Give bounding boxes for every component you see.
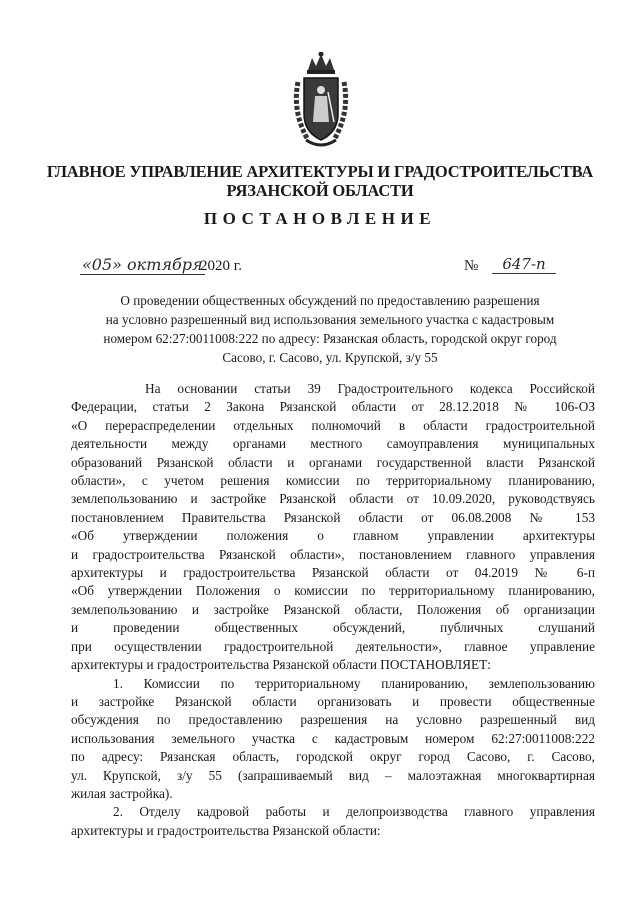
subject-line: на условно разрешенный вид использования земельного участка с кадастровым bbox=[105, 312, 555, 327]
body-line: и проведении общественных обсуждений, публичных слушаний bbox=[71, 620, 595, 636]
body-line: по адресу: Рязанская область, городской округ город Сасово, г. Сасово, bbox=[71, 749, 595, 765]
document-body bbox=[71, 380, 595, 840]
handwritten-number: 647-п bbox=[492, 255, 556, 274]
body-line: землепользованию и застройке Рязанской области от 10.09.2020, руководствуясь bbox=[71, 491, 595, 507]
body-line: Федерации, статьи 2 Закона Рязанской области от 28.12.2018 № 106-ОЗ bbox=[71, 399, 595, 415]
body-line: образований Рязанской области и органами государственной власти Рязанской bbox=[71, 454, 595, 470]
body-line: деятельности между органами местного самоуправления муниципальных bbox=[71, 436, 595, 452]
subject-line: Сасово, г. Сасово, ул. Крупской, з/у 55 bbox=[222, 350, 438, 365]
handwritten-date: «05» октября bbox=[82, 255, 203, 274]
document-subject bbox=[70, 291, 590, 367]
organization-region: РЯЗАНСКОЙ ОБЛАСТИ bbox=[226, 181, 414, 200]
body-line: «Об утверждении положения о главном управлении архитектуры bbox=[71, 528, 595, 544]
body-line: и градостроительства Рязанской области», постановлением главного управления bbox=[71, 546, 595, 562]
body-line: архитектуры и градостроительства Рязанской области: bbox=[71, 822, 381, 838]
body-line: На основании статьи 39 Градостроительного кодекса Российской bbox=[145, 381, 595, 396]
body-line: обсуждения по предоставлению разрешения на условно разрешенный вид bbox=[71, 712, 595, 728]
body-line: землепользованию и застройке Рязанской области, Положения об организации bbox=[71, 601, 595, 617]
document-type-title: ПОСТАНОВЛЕНИЕ bbox=[203, 209, 437, 228]
body-line: ул. Крупской, з/у 55 (запрашиваемый вид – малоэтажная многоквартирная bbox=[71, 767, 595, 783]
subject-line: О проведении общественных обсуждений по предоставлению разрешения bbox=[120, 293, 540, 308]
body-line: при осуществлении градостроительной деятельности», главное управление bbox=[71, 638, 595, 654]
body-line: архитектуры и градостроительства Рязанской области ПОСТАНОВЛЯЕТ: bbox=[71, 657, 491, 673]
coat-of-arms-icon bbox=[290, 52, 352, 152]
body-line: области», с учетом решения комиссии по территориальному планированию, bbox=[71, 473, 595, 489]
body-line: «Об утверждении Положения о комиссии по территориальному планированию, bbox=[71, 583, 595, 599]
body-line: 2. Отделу кадровой работы и делопроизводства главного управления bbox=[113, 804, 595, 820]
body-line: постановлением Правительства Рязанской области от 06.08.2008 № 153 bbox=[71, 509, 595, 525]
number-label: № bbox=[464, 258, 479, 274]
body-line: 1. Комиссии по территориальному планированию, землепользованию bbox=[113, 675, 595, 691]
subject-line: номером 62:27:0011008:222 по адресу: Рязанская область, городской округ город bbox=[103, 331, 557, 346]
body-line: архитектуры и градостроительства Рязанской области от 04.2019 № 6-п bbox=[71, 565, 595, 581]
body-line: жилая застройка). bbox=[71, 785, 173, 801]
body-line: «О перераспределении отдельных полномочий в области градостроительной bbox=[71, 417, 595, 433]
organization-name: ГЛАВНОЕ УПРАВЛЕНИЕ АРХИТЕКТУРЫ И ГРАДОСТРОИТЕЛЬСТВА bbox=[46, 162, 594, 181]
date-year: 2020 г. bbox=[200, 258, 242, 274]
body-line: использования земельного участка с кадастровым номером 62:27:0011008:222 bbox=[71, 730, 595, 746]
date-number-row bbox=[80, 255, 600, 282]
body-line: и застройке Рязанской области организовать и провести общественные bbox=[71, 693, 595, 709]
